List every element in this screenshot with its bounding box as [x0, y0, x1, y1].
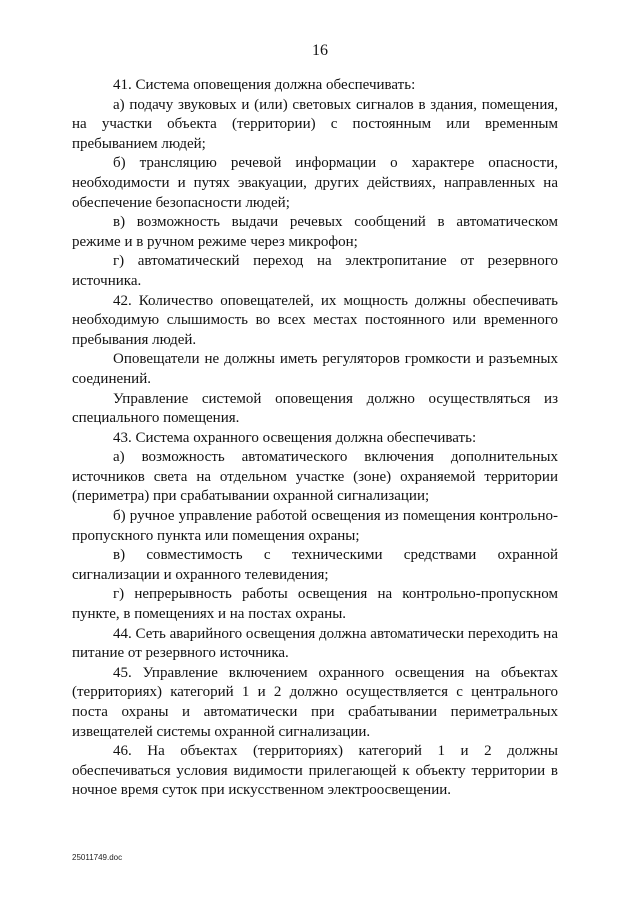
paragraph-43-heading: 43. Система охранного освещения должна обеспечивать:	[113, 429, 477, 446]
paragraph-41-v: в) возможность выдачи речевых сообщений в автоматическом режиме и в ручном режиме через микрофон;	[72, 214, 558, 250]
page-number: 16	[312, 42, 328, 59]
paragraph-41-g: г) автоматический переход на электропитание от резервного источника.	[72, 253, 558, 289]
paragraph-43-g: г) непрерывность работы освещения на контрольно-пропускном пункте, в помещениях и на постах охраны.	[72, 586, 558, 623]
document-body	[72, 76, 558, 801]
footer-filename: 25011749.doc	[72, 853, 123, 862]
paragraph-42-control: Управление системой оповещения должно осуществляться из специального помещения.	[72, 390, 558, 427]
paragraph-43-a: а) возможность автоматического включения дополнительных источников света на отдельном участке (зоне) охраняемой территории (периметра) при срабатывании охранной сигнализации;	[72, 449, 558, 505]
paragraph-46: 46. На объектах (территориях) категорий 1 и 2 должны обеспечиваться условия видимости прилегающей к объекту территории в ночное время суток при искусственном электроосвещении.	[72, 743, 558, 799]
paragraph-41-a: а) подачу звуковых и (или) световых сигналов в здания, помещения, на участки объекта (территории) с постоянным или временным пребыванием людей;	[72, 96, 558, 152]
paragraph-41-b: б) трансляцию речевой информации о характере опасности, необходимости и путях эвакуации, других действиях, направленных на обеспечение безопасности людей;	[72, 155, 558, 211]
paragraph-44: 44. Сеть аварийного освещения должна автоматически переходить на питание от резервного источника.	[72, 625, 558, 662]
paragraph-42-announcers: Оповещатели не должны иметь регуляторов громкости и разъемных соединений.	[72, 351, 558, 387]
paragraph-45: 45. Управление включением охранного освещения на объектах (территориях) категорий 1 и 2 должно осуществляется с центрального поста охраны и автоматически при срабатывании периметральных извещателей системы охранной сигнализации.	[72, 664, 558, 740]
paragraph-43-v: в) совместимость с техническими средствами охранной сигнализации и охранного телевидения;	[72, 547, 558, 583]
paragraph-42: 42. Количество оповещателей, их мощность должны обеспечивать необходимую слышимость во всех местах постоянного или временного пребывания людей.	[72, 292, 558, 348]
paragraph-43-b: б) ручное управление работой освещения из помещения контрольно-пропускного пункта или помещения охраны;	[72, 508, 558, 544]
paragraph-41-heading: 41. Система оповещения должна обеспечивать:	[113, 77, 416, 93]
